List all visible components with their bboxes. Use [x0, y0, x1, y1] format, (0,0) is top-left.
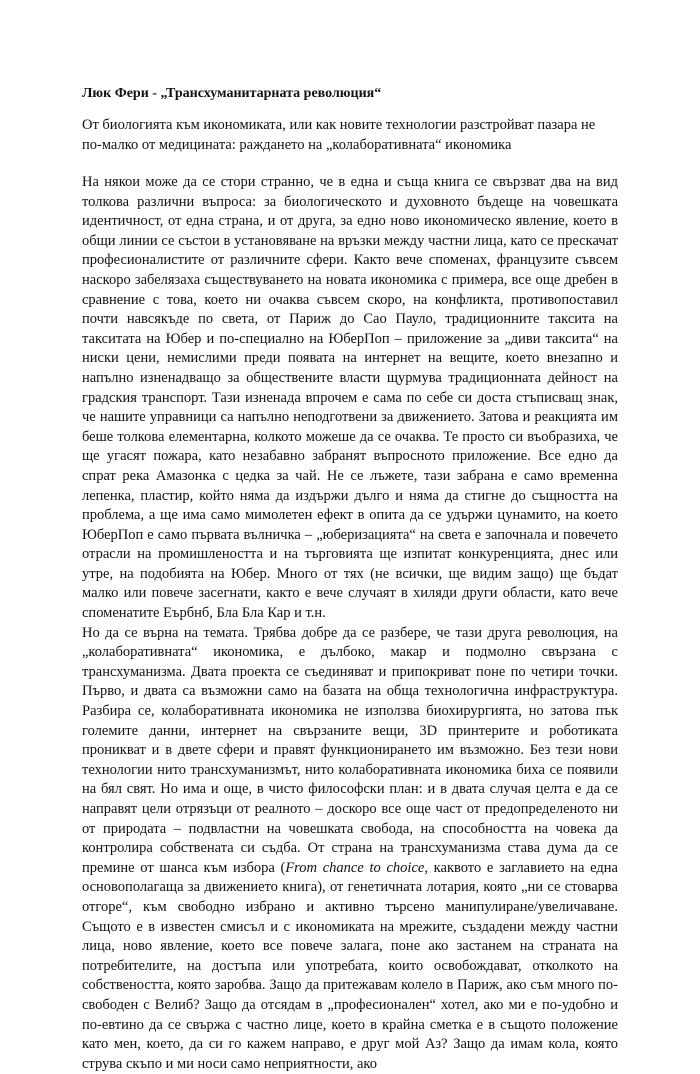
document-subtitle: От биологията към икономиката, или как новите технологии разстройват пазара не по-малко от медицината: раждането на „колаборативната“ икономика: [82, 117, 596, 153]
document-title: Люк Фери - „Трансхуманитарната революция“: [82, 86, 382, 101]
paragraph-2: [82, 624, 618, 1074]
paragraph-2-italic-book-title: From chance to choice: [285, 859, 425, 876]
paragraph-2-part-1: Но да се върна на темата. Трябва добре да се разбере, че тази друга революция, на „колаборативната“ икономика, е дълбоко, макар и подмолно свързана с трансхуманизма. Двата проекта се съединяват и припокриват поне по четири точки. Първо, и двата са възможни само на базата на обща технологична инфраструктура. Разбира се, колаборативната икономика не използва биохирургията, но затова пък големите данни, интернет на свързаните вещи, 3D принтерите и роботиката проникват и в двете сфери и правят функционирането им възможно. Без тези нови технологии нито трансхуманизмът, нито колаборативната икономика биха се появили на бял свят. Но има и още, в чисто философски план: и в двата случая целта е да се направят цели отрязъци от реалното – доскоро все още част от предопределеното ни от природата – подвластни на човешката свобода, на способността на човека да контролира собствената си съдба. От страна на трансхуманизма става дума да се премине от шанса към избора (: [82, 624, 618, 876]
paragraph-1: На някои може да се стори странно, че в една и съща книга се свързват два на вид толкова различни въпроса: за биологическото и духовното бъдеще на човешката идентичност, от една страна, и от друга, за едно ново икономическо явление, което в общи линии се състои в установяване на връзки между частни лица, като се прескачат професионалистите от различните сфери. Както вече споменах, французите съвсем наскоро забелязаха съществуването на новата икономика с примера, все още дребен в сравнение с това, което ни очаква съвсем скоро, на конфликта, противопоставил почти навсякъде по света, от Париж до Сао Пауло, традиционните таксита на такситата на Юбер и по-специално на ЮберПоп – приложение за „диви таксита“ на ниски цени, немислими преди появата на интернет на вещите, което внезапно и напълно изненадващо за обществените власти щурмува традиционната дейност на градския транспорт. Тази изненада впрочем е сама по себе си доста стъписващ знак, че нашите управници са напълно неподготвени за движението. Затова и реакцията им беше толкова елементарна, колкото можеше да се очаква. Те просто си въобразиха, че ще угасят пожара, като незабавно забранят въпросното приложение. Все едно да спрат река Амазонка с цедка за чай. Не се лъжете, тази забрана е само временна лепенка, пластир, който няма да издържи дълго и няма да стигне до същността на проблема, а ще има само мимолетен ефект в опита да се удържи цунамито, на което ЮберПоп е само първата вълничка – „юберизацията“ на света е започнала и повечето отрасли на промишлеността и на търговията ще изпитат конкуренцията, днес или утре, на подобията на Юбер. Много от тях (не всички, ще видим защо) ще бъдат малко или повече засегнати, както е вече случаят в хиляди други области, като вече споменатите Еърбнб, Бла Бла Кар и т.н.: [82, 174, 618, 622]
paragraph-2-part-2: , каквото е заглавието на една основополагаща за движението книга), от генетичната лотария, която „ни се стоварва отгоре“, към свободно избрано и активно търсено манипулиране/увеличаване. Същото е в известен смисъл и с икономиката на мрежите, създадени между частни лица, ново явление, което все повече залага, поне ако застанем на страната на потребителите, на достъпа или употребата, които освобождават, отколкото на собствеността, която заробва. Защо да притежавам колело в Париж, ако съм много по-свободен с Велиб? Защо да отсядам в „професионален“ хотел, ако ми е по-удобно и по-евтино да се свържа с частно лице, което в крайна сметка е в същото положение като мен, което, да си го кажем направо, е друг мой Аз? Защо да имам кола, която струва скъпо и ми носи само неприятности, ако: [82, 859, 618, 1072]
document-page: [82, 84, 618, 1074]
